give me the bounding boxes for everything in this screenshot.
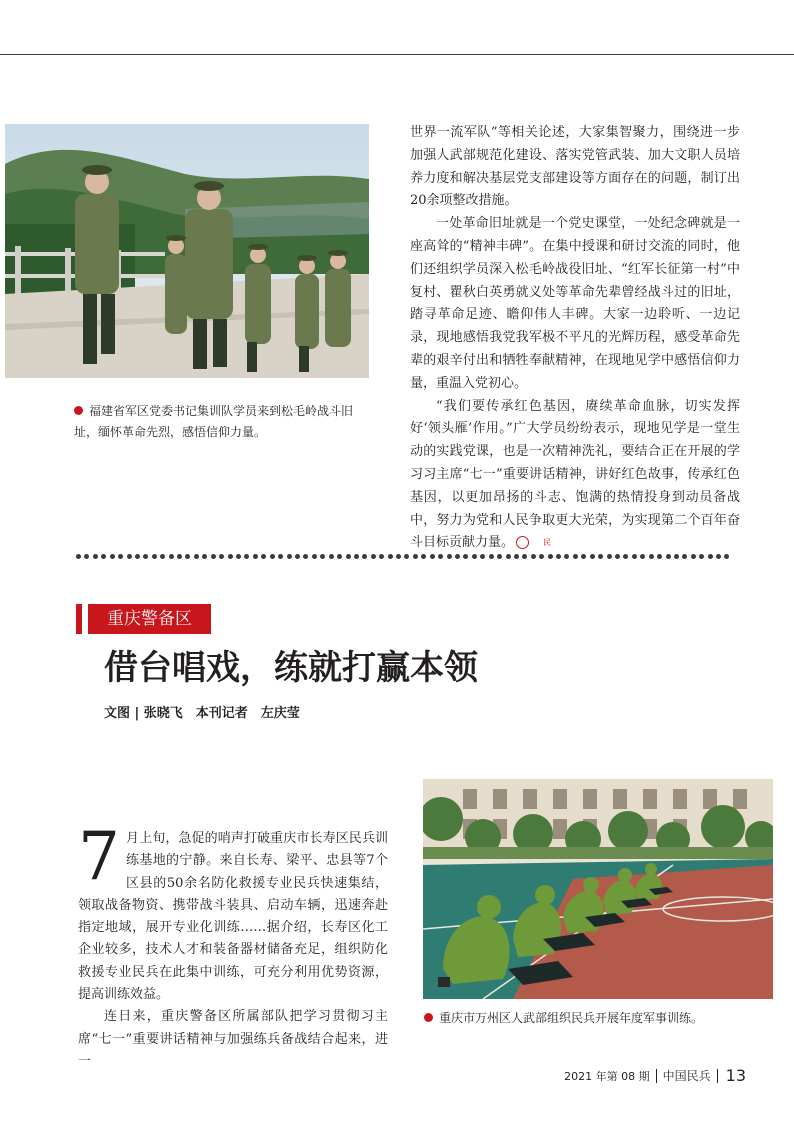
separator-dot — [682, 554, 687, 559]
separator-dot — [708, 554, 713, 559]
separator-dot — [564, 554, 569, 559]
article-byline: 文图 | 张晓飞 本刊记者 左庆莹 — [104, 706, 300, 721]
separator-dot — [497, 554, 502, 559]
separator-dot — [724, 554, 729, 559]
drop-cap: 7 — [78, 818, 120, 895]
separator-dot — [110, 554, 115, 559]
separator-dot — [388, 554, 393, 559]
separator-dot — [320, 554, 325, 559]
separator-dot — [211, 554, 216, 559]
separator-dot — [699, 554, 704, 559]
separator-dot — [152, 554, 157, 559]
article2-body — [78, 818, 388, 1073]
separator-dot — [590, 554, 595, 559]
page-number: 13 — [725, 1066, 746, 1085]
separator-dot — [295, 554, 300, 559]
separator-dot — [556, 554, 561, 559]
separator-dot — [632, 554, 637, 559]
separator-dot — [607, 554, 612, 559]
photo-soldiers-walking — [5, 124, 369, 378]
dotted-separator — [76, 554, 730, 560]
separator-dot — [472, 554, 477, 559]
separator-dot — [346, 554, 351, 559]
separator-dot — [716, 554, 721, 559]
article-headline: 借台唱戏，练就打赢本领 — [104, 648, 478, 688]
separator-dot — [514, 554, 519, 559]
separator-dot — [413, 554, 418, 559]
footer-divider — [717, 1069, 718, 1083]
page-footer — [564, 1066, 746, 1085]
separator-dot — [489, 554, 494, 559]
separator-dot — [455, 554, 460, 559]
photo-militia-training — [423, 779, 773, 999]
article1-paragraph-3: “我们要传承红色基因，赓续革命血脉，切实发挥好‘领头雁’作用。”广大学员纷纷表示，现地见学是一堂生动的实践党课，也是一次精神洗礼，要结合正在开展的学习习主席“七一”重要讲话精神，讲好红色故事，传承红色基因，以更加昂扬的斗志、饱满的热情投身到动员备战中，努力为党和人民争取更大光荣，为实现第二个百年奋斗目标贡献力量。 民 — [410, 398, 740, 551]
separator-dot — [270, 554, 275, 559]
separator-dot — [674, 554, 679, 559]
separator-dot — [127, 554, 132, 559]
separator-dot — [573, 554, 578, 559]
separator-dot — [219, 554, 224, 559]
separator-dot — [581, 554, 586, 559]
separator-dot — [160, 554, 165, 559]
separator-dot — [354, 554, 359, 559]
separator-dot — [371, 554, 376, 559]
photo-caption-1: 福建省军区党委书记集训队学员来到松毛岭战斗旧址，缅怀革命先烈，感悟信仰力量。 — [74, 404, 354, 439]
separator-dot — [649, 554, 654, 559]
separator-dot — [169, 554, 174, 559]
separator-dot — [236, 554, 241, 559]
separator-dot — [531, 554, 536, 559]
separator-dot — [244, 554, 249, 559]
caption-bullet-icon — [74, 406, 83, 415]
separator-dot — [84, 554, 89, 559]
header-rule — [0, 54, 794, 55]
article1-paragraph-1: 世界一流军队”等相关论述，大家集智聚力，围绕进一步加强人武部规范化建设、落实党管武装、加大文职人员培养力度和解决基层党支部建设等方面存在的问题，制订出20余项整改措施。 — [410, 125, 740, 209]
separator-dot — [548, 554, 553, 559]
separator-dot — [598, 554, 603, 559]
separator-dot — [362, 554, 367, 559]
separator-dot — [287, 554, 292, 559]
magazine-name: 中国民兵 — [662, 1069, 711, 1083]
caption-bullet-icon — [424, 1013, 433, 1022]
separator-dot — [480, 554, 485, 559]
separator-dot — [430, 554, 435, 559]
separator-dot — [194, 554, 199, 559]
separator-dot — [93, 554, 98, 559]
article1-paragraph-2: 一处革命旧址就是一个党史课堂，一处纪念碑就是一座高耸的“精神丰碑”。在集中授课和研讨交流的同时，他们还组织学员深入松毛岭战役旧址、“红军长征第一村”中复村、瞿秋白英勇就义处等革命先辈曾经战斗过的旧址，踏寻革命足迹、瞻仰伟人丰碑。大家一边聆听、一边记录，现地感悟我党我军极不平凡的光辉历程，感受革命先辈的艰辛付出和牺牲奉献精神，在现地见学中感悟信仰力量，重温入党初心。 — [410, 216, 740, 391]
separator-dot — [522, 554, 527, 559]
separator-dot — [76, 554, 81, 559]
footer-divider — [656, 1069, 657, 1083]
separator-dot — [539, 554, 544, 559]
photo-caption-2: 重庆市万州区人武部组织民兵开展年度军事训练。 — [424, 1008, 754, 1028]
separator-dot — [118, 554, 123, 559]
separator-dot — [640, 554, 645, 559]
article1-body — [410, 122, 740, 555]
separator-dot — [506, 554, 511, 559]
separator-dot — [463, 554, 468, 559]
separator-dot — [337, 554, 342, 559]
separator-dot — [438, 554, 443, 559]
separator-dot — [657, 554, 662, 559]
separator-dot — [379, 554, 384, 559]
separator-dot — [691, 554, 696, 559]
separator-dot — [135, 554, 140, 559]
separator-dot — [421, 554, 426, 559]
separator-dot — [253, 554, 258, 559]
separator-dot — [202, 554, 207, 559]
separator-dot — [329, 554, 334, 559]
separator-dot — [177, 554, 182, 559]
separator-dot — [312, 554, 317, 559]
separator-dot — [228, 554, 233, 559]
separator-dot — [278, 554, 283, 559]
section-tag-bar — [76, 604, 82, 634]
separator-dot — [623, 554, 628, 559]
separator-dot — [303, 554, 308, 559]
separator-dot — [143, 554, 148, 559]
article2-paragraph-2: 连日来，重庆警备区所属部队把学习贯彻习主席“七一”重要讲话精神与加强练兵备战结合起来，进一 — [78, 1009, 388, 1069]
separator-dot — [261, 554, 266, 559]
separator-dot — [447, 554, 452, 559]
separator-dot — [666, 554, 671, 559]
article2-paragraph-1: 7 月上旬，急促的哨声打破重庆市长寿区民兵训练基地的宁静。来自长寿、梁平、忠县等7个区县的50余名防化救援专业民兵快速集结，领取战备物资、携带战斗装具、启动车辆，迅速奔赴指定地域，展开专业化训练……据介绍，长寿区化工企业较多，技术人才和装备器材储备充足，组织防化救援专业民兵在此集中训练，可充分利用优势资源，提高训练效益。 — [78, 818, 388, 1003]
separator-dot — [404, 554, 409, 559]
separator-dot — [615, 554, 620, 559]
separator-dot — [185, 554, 190, 559]
separator-dot — [396, 554, 401, 559]
issue-label: 2021 年第 08 期 — [564, 1069, 650, 1083]
section-tag: 重庆警备区 — [88, 604, 211, 634]
end-mark-icon: 民 — [516, 536, 529, 549]
separator-dot — [101, 554, 106, 559]
